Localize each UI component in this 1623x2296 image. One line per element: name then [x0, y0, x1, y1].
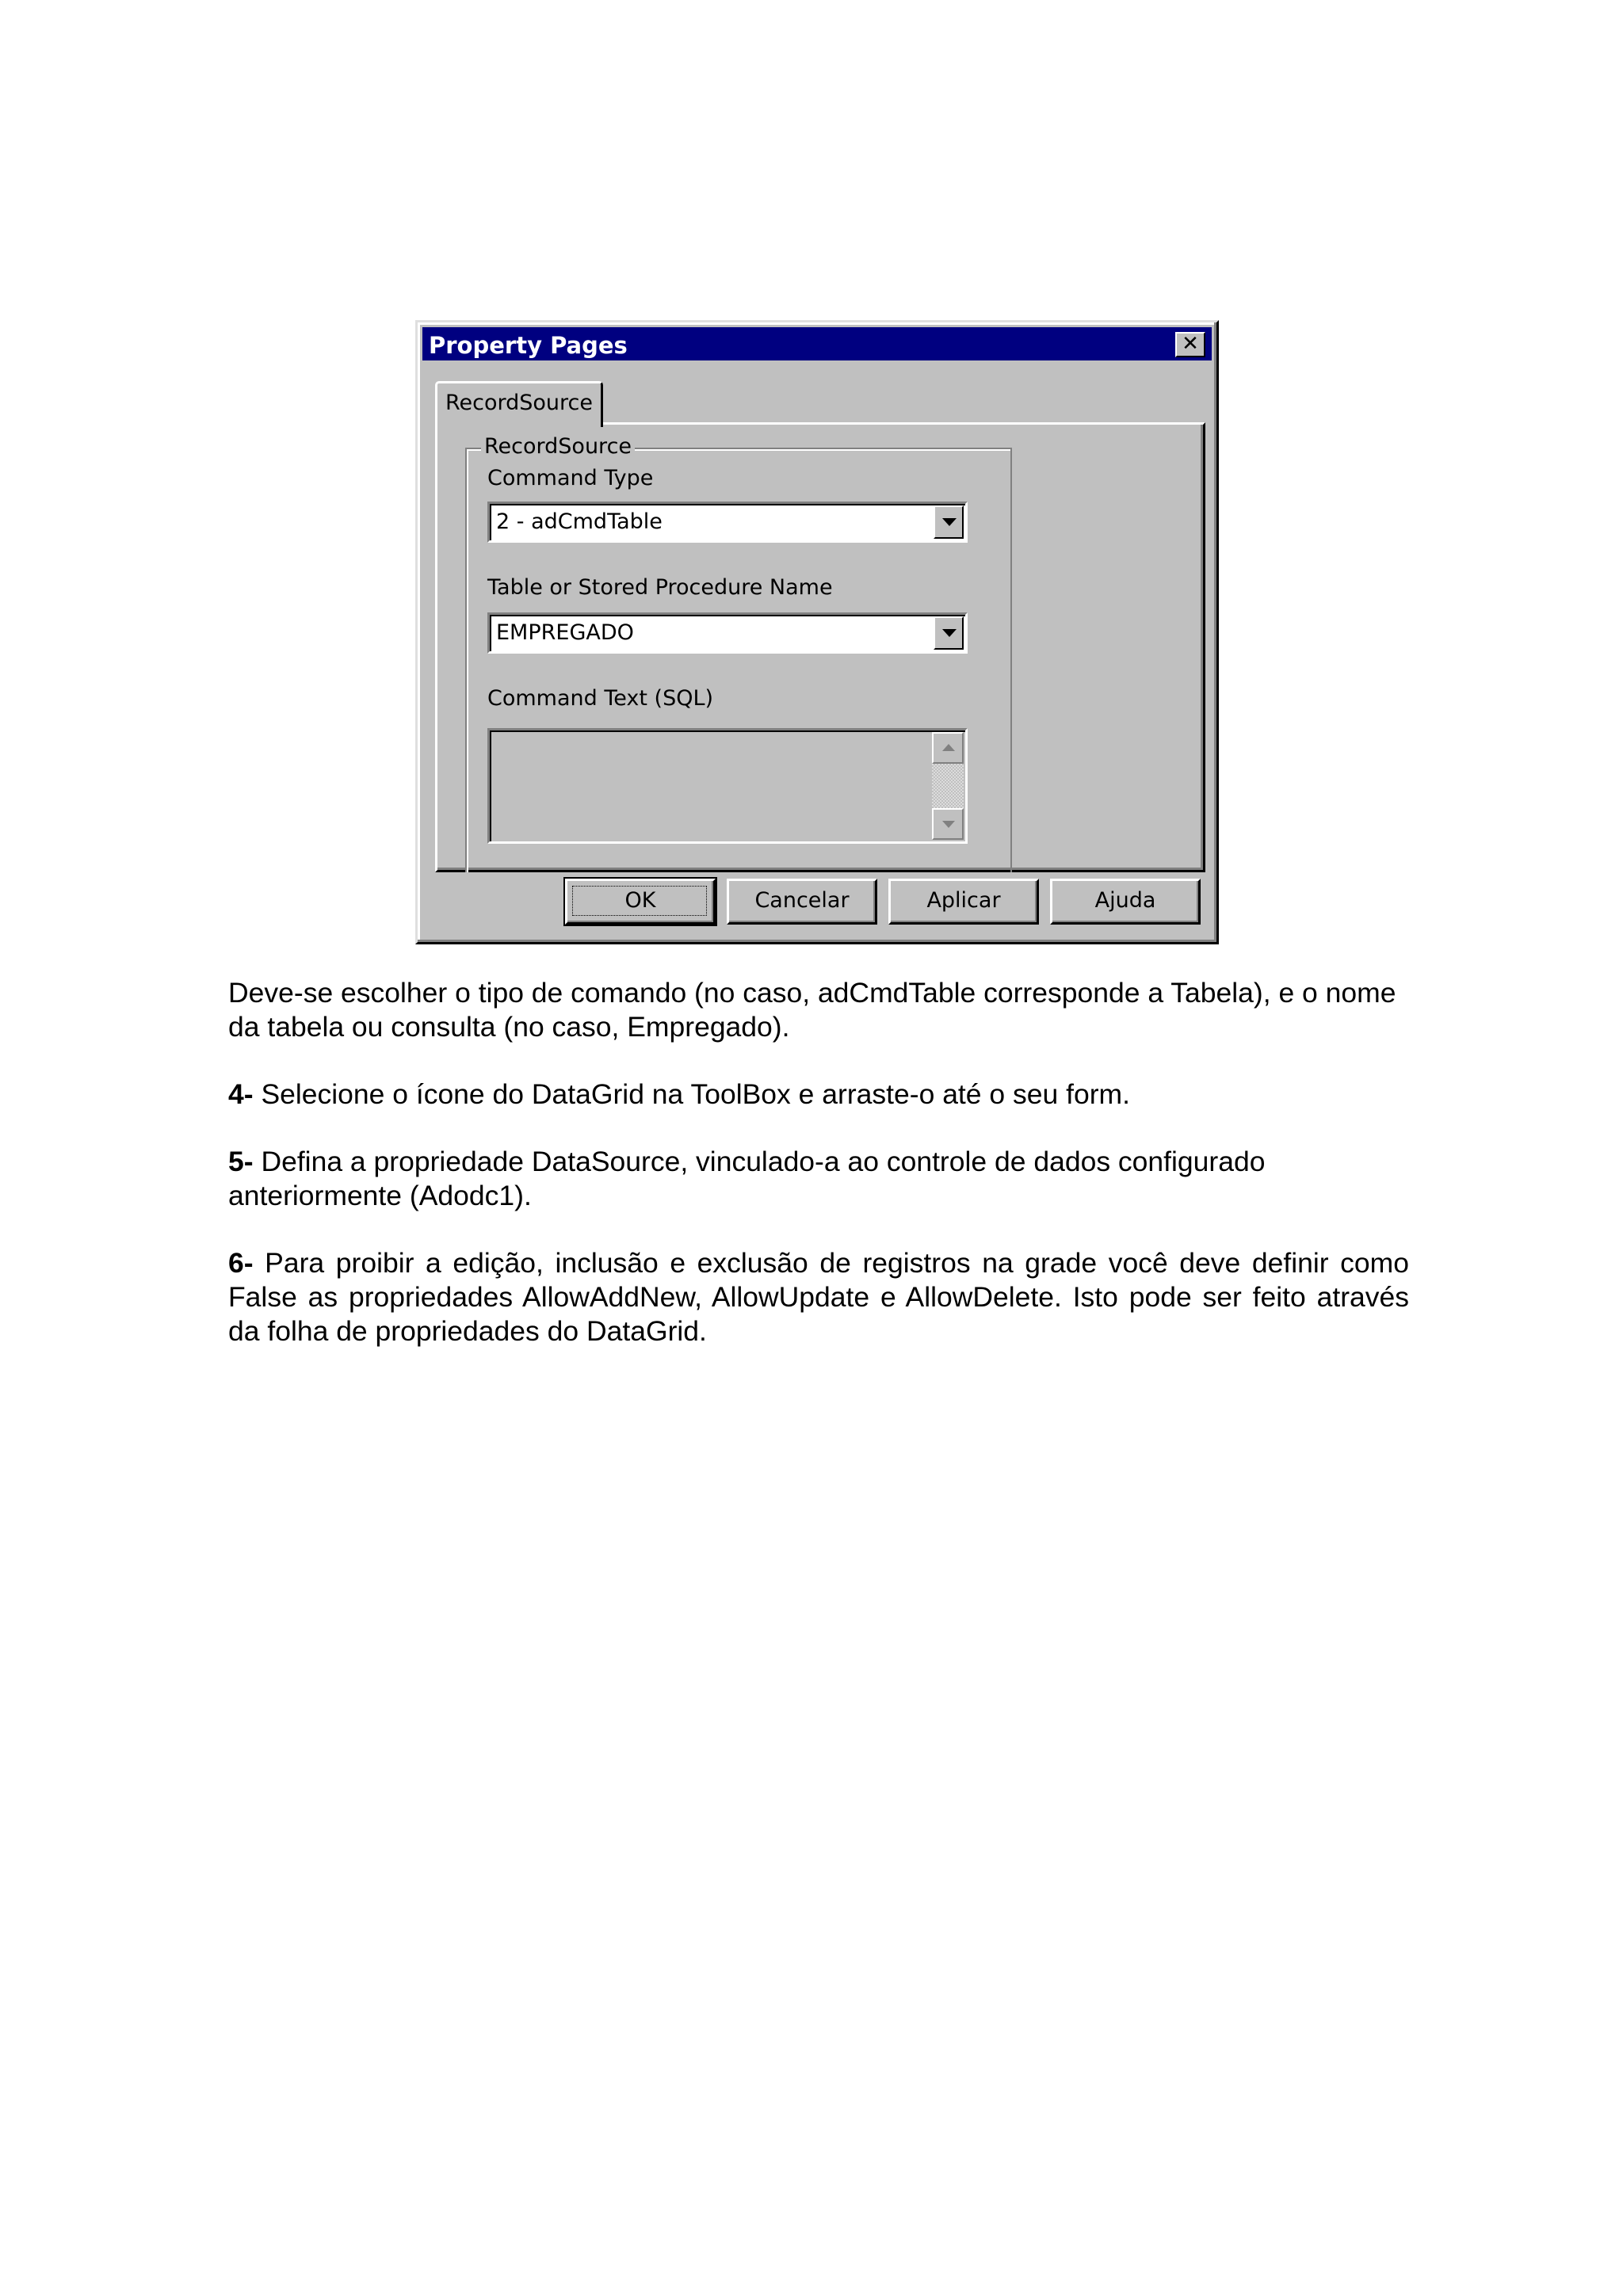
command-text-field[interactable] — [487, 728, 968, 844]
table-name-select[interactable] — [487, 612, 968, 654]
document-body — [228, 976, 1409, 1382]
help-button-label: Ajuda — [1094, 888, 1156, 913]
command-type-value: 2 - adCmdTable — [496, 509, 663, 534]
step-4-text: Selecione o ícone do DataGrid na ToolBox e arraste-o até o seu form. — [253, 1078, 1130, 1110]
cancel-button[interactable] — [727, 879, 877, 925]
step-5-number: 5- — [228, 1146, 254, 1177]
dialog-title: Property Pages — [429, 332, 628, 359]
table-name-value: EMPREGADO — [496, 620, 634, 645]
step-5-text: Defina a propriedade DataSource, vinculado-a ao controle de dados configurado anteriormente (Adodc1). — [228, 1146, 1266, 1211]
close-icon[interactable]: ✕ — [1175, 332, 1205, 357]
apply-button[interactable] — [888, 879, 1039, 925]
table-name-label: Table or Stored Procedure Name — [487, 575, 833, 600]
dialog-titlebar[interactable] — [422, 327, 1212, 360]
step-6-number: 6- — [228, 1247, 254, 1279]
vertical-scrollbar[interactable] — [932, 732, 964, 840]
command-type-label: Command Type — [487, 466, 654, 490]
help-button[interactable] — [1050, 879, 1201, 925]
chevron-down-icon[interactable] — [934, 505, 964, 539]
property-pages-dialog — [415, 320, 1219, 944]
step-6-text: Para proibir a edição, inclusão e exclusão de registros na grade você deve definir como False as propriedades AllowAddNew, AllowUpdate e AllowDelete. Isto pode ser feito através da folha de propriedades do DataGrid. — [228, 1247, 1409, 1347]
intro-paragraph: Deve-se escolher o tipo de comando (no caso, adCmdTable corresponde a Tabela), e o nome da tabela ou consulta (no caso, Empregado). — [228, 977, 1396, 1043]
scroll-up-icon[interactable] — [932, 732, 964, 764]
tab-recordsource[interactable]: RecordSource — [435, 381, 603, 427]
ok-button[interactable] — [565, 879, 716, 925]
cancel-button-label: Cancelar — [754, 888, 850, 913]
command-type-select[interactable] — [487, 502, 968, 543]
step-4-number: 4- — [228, 1078, 254, 1110]
apply-button-label: Aplicar — [926, 888, 1001, 913]
ok-button-label: OK — [624, 888, 656, 913]
step-5-paragraph — [228, 1145, 1409, 1213]
groupbox-label: RecordSource — [481, 433, 635, 460]
scroll-down-icon[interactable] — [932, 808, 964, 840]
chevron-down-icon[interactable] — [934, 616, 964, 650]
step-4-paragraph — [228, 1077, 1409, 1112]
step-6-paragraph — [228, 1246, 1409, 1348]
command-text-label: Command Text (SQL) — [487, 686, 714, 711]
